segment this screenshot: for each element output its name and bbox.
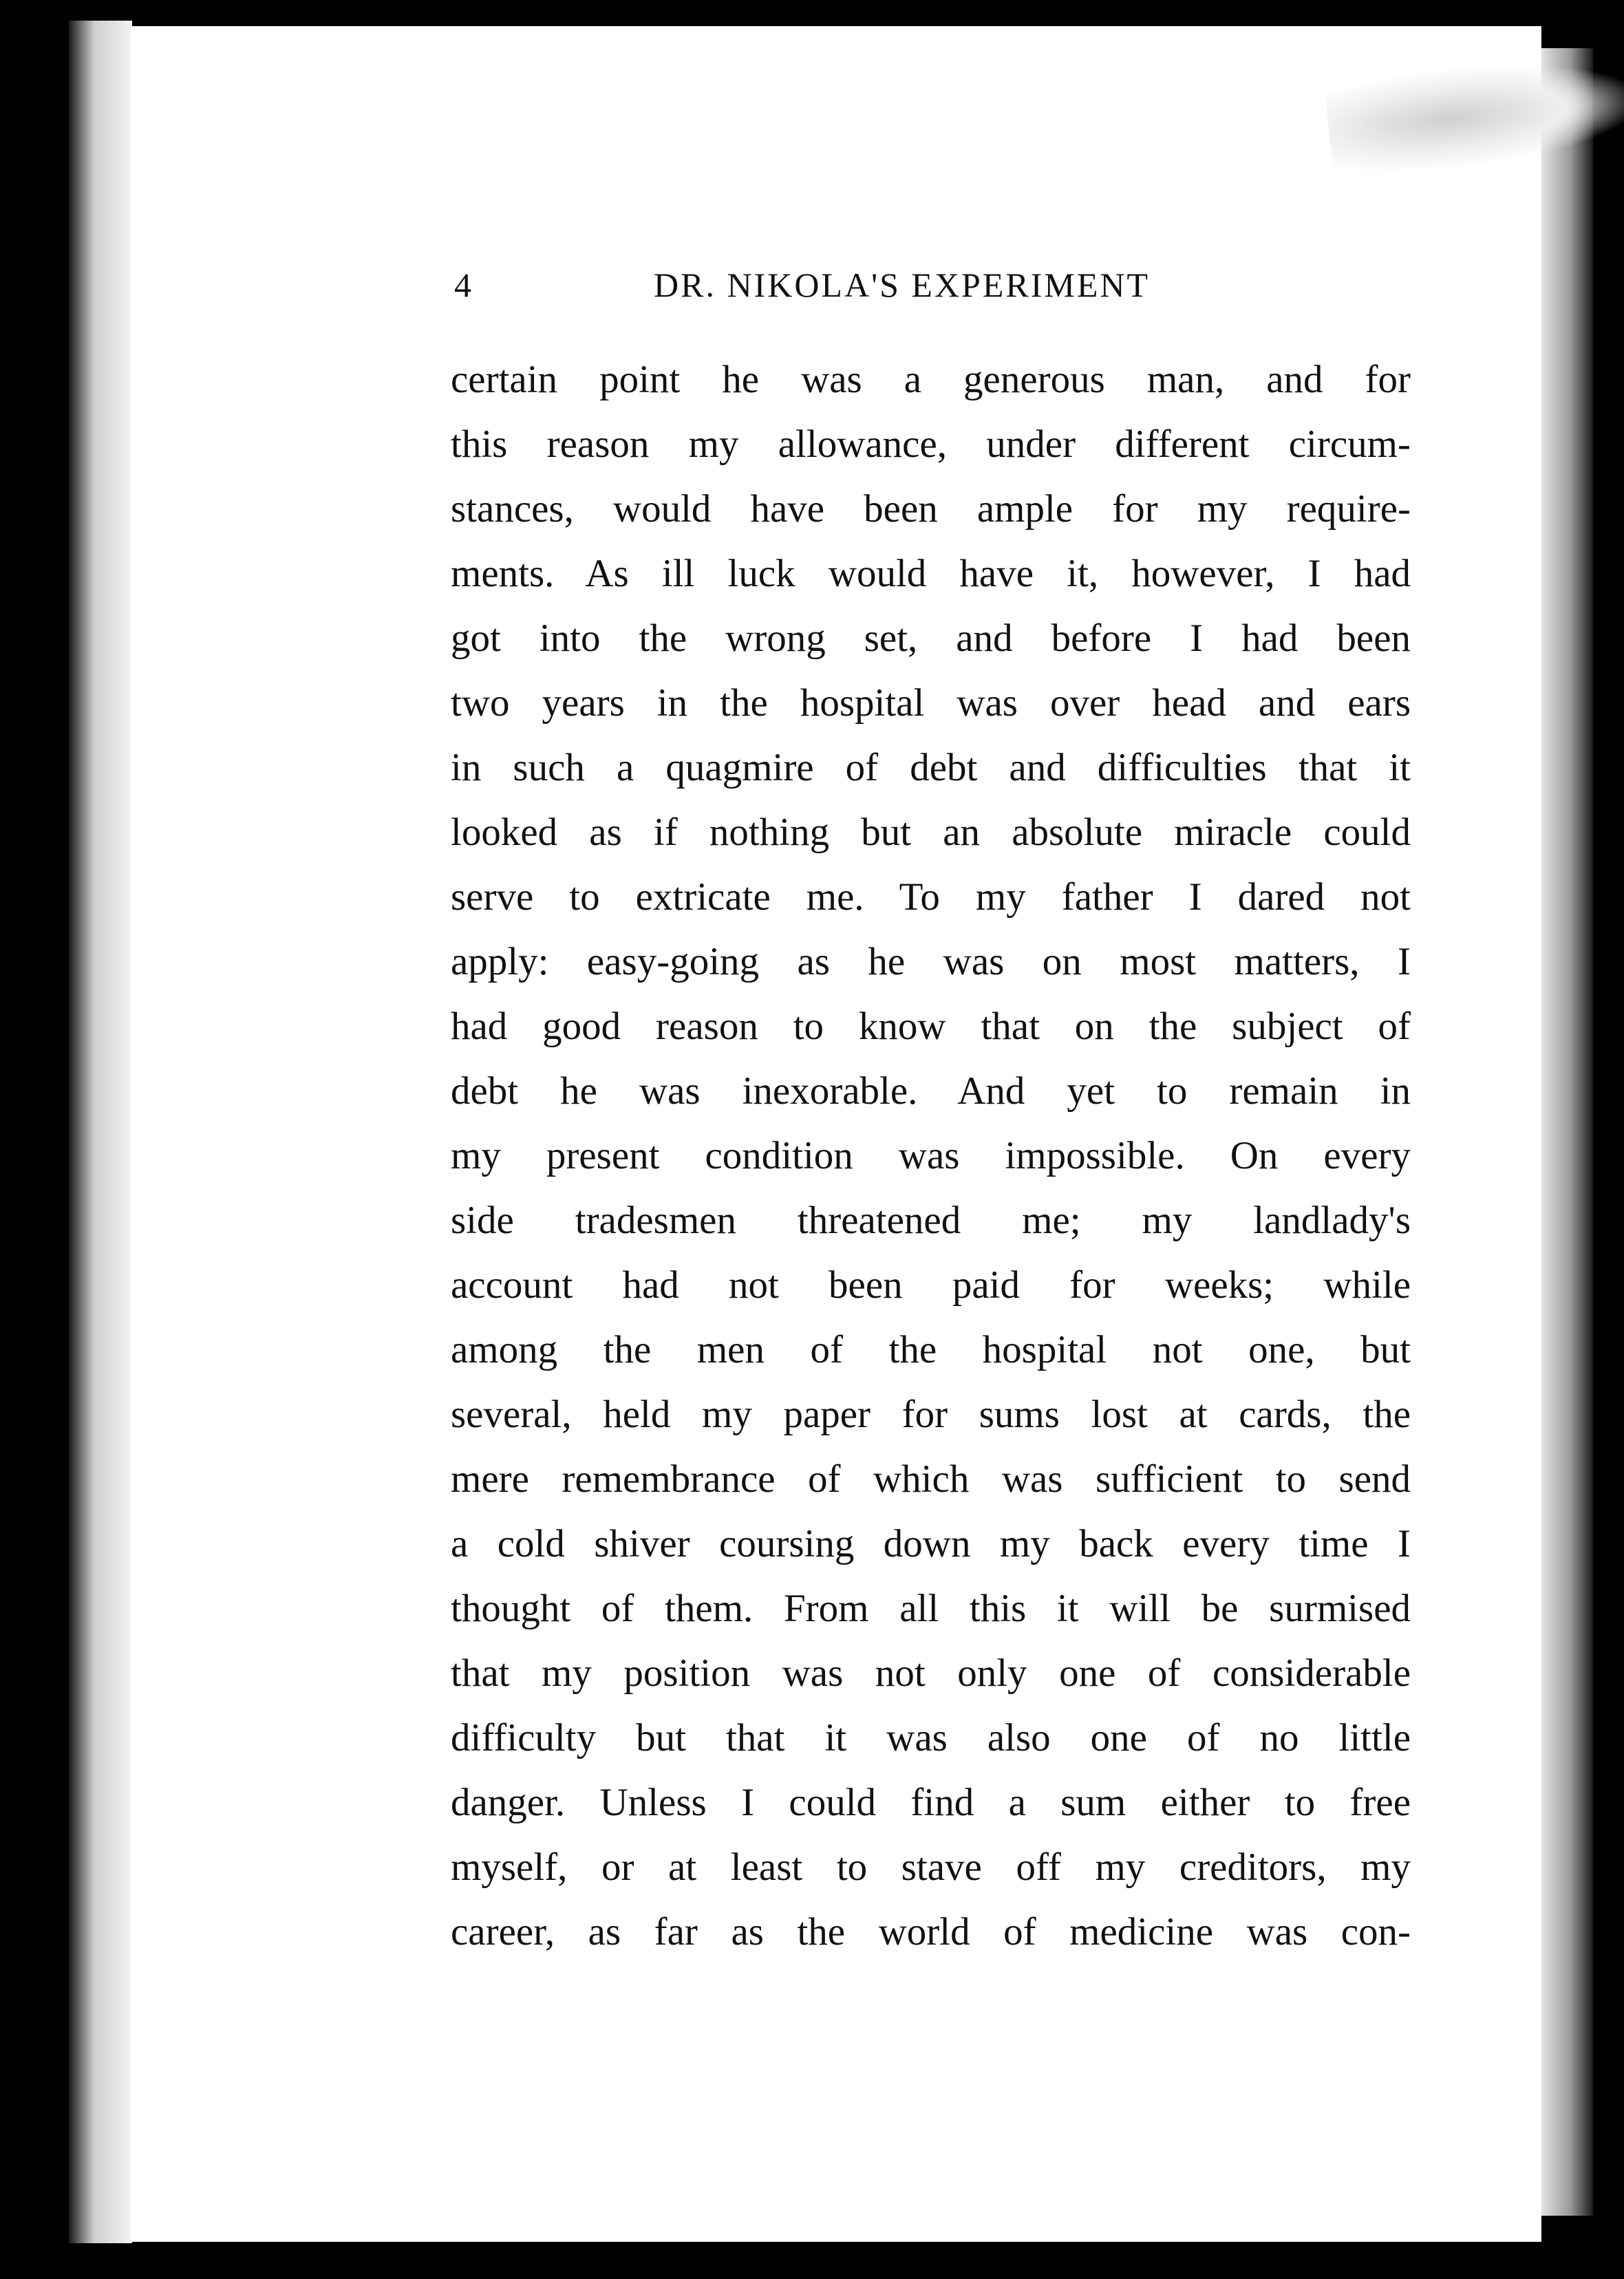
text-line: that my position was not only one of considerable	[451, 1651, 1411, 1695]
text-line: thought of them. From all this it will be surmised	[451, 1587, 1411, 1630]
text-line: debt he was inexorable. And yet to remain in	[451, 1069, 1411, 1113]
text-line: in such a quagmire of debt and difficulties that it	[451, 746, 1411, 789]
text-line: two years in the hospital was over head and ears	[451, 681, 1411, 725]
text-line: side tradesmen threatened me; my landlady's	[451, 1199, 1411, 1242]
text-line: a cold shiver coursing down my back every time I	[451, 1522, 1411, 1565]
text-line: apply: easy-going as he was on most matters, I	[451, 940, 1411, 983]
text-line: account had not been paid for weeks; while	[451, 1263, 1411, 1307]
running-title: DR. NIKOLA'S EXPERIMENT	[654, 266, 1151, 304]
text-line: had good reason to know that on the subject of	[451, 1005, 1411, 1048]
body-text	[451, 347, 1411, 1965]
text-line: danger. Unless I could find a sum either to free	[451, 1781, 1411, 1824]
page-left-edge	[69, 21, 132, 2243]
text-line: difficulty but that it was also one of no little	[451, 1716, 1411, 1759]
text-line: this reason my allowance, under different circum-	[451, 422, 1411, 466]
page-header	[454, 265, 1411, 320]
text-line: several, held my paper for sums lost at cards, the	[451, 1393, 1411, 1436]
text-line: stances, would have been ample for my require-	[451, 487, 1411, 531]
text-line: among the men of the hospital not one, but	[451, 1328, 1411, 1371]
page-number: 4	[454, 266, 473, 304]
text-line: certain point he was a generous man, and for	[451, 358, 1411, 401]
text-line: my present condition was impossible. On every	[451, 1134, 1411, 1177]
text-line: ments. As ill luck would have it, however, I had	[451, 552, 1411, 595]
text-line: mere remembrance of which was sufficient to send	[451, 1457, 1411, 1501]
text-line: looked as if nothing but an absolute miracle could	[451, 811, 1411, 854]
text-line: serve to extricate me. To my father I dared not	[451, 875, 1411, 919]
text-line: career, as far as the world of medicine was con-	[451, 1910, 1411, 1954]
text-line: got into the wrong set, and before I had been	[451, 617, 1411, 660]
text-line: myself, or at least to stave off my creditors, my	[451, 1845, 1411, 1889]
